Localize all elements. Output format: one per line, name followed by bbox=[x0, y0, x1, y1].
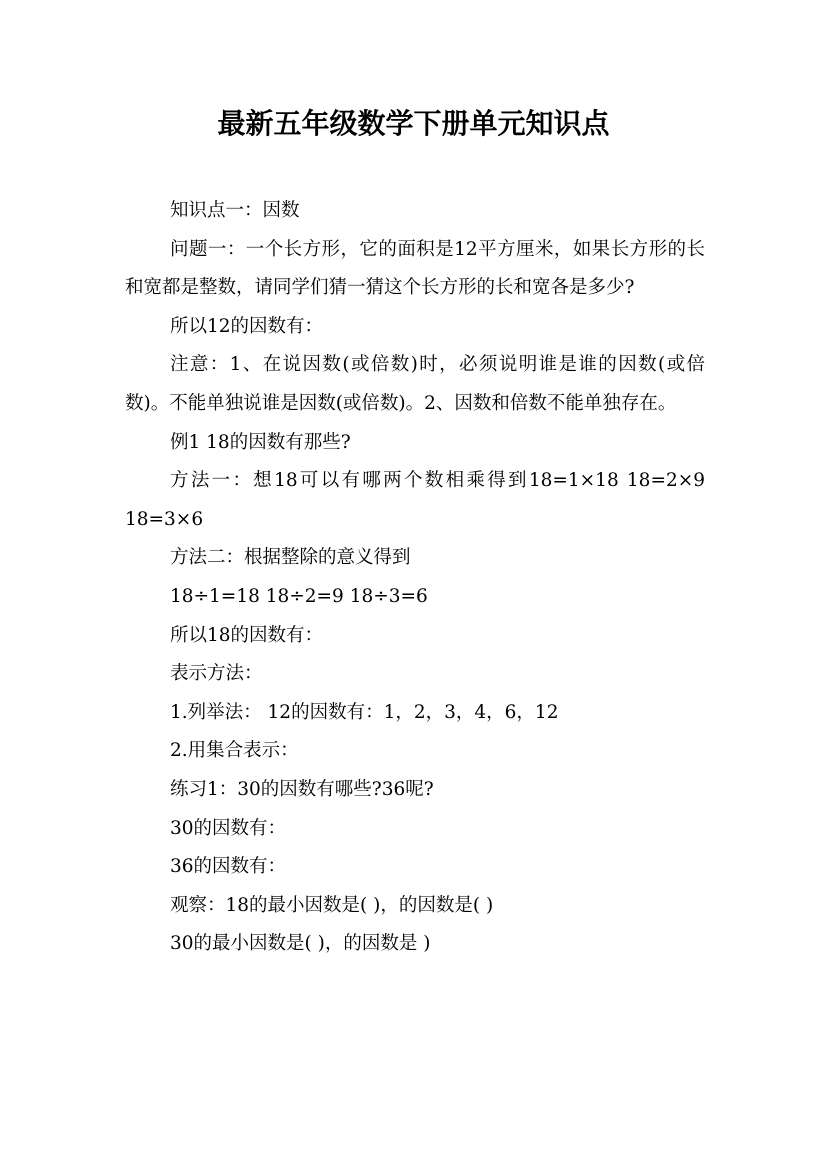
paragraph-note: 注意：1、在说因数(或倍数)时，必须说明谁是谁的因数(或倍数)。不能单独说谁是因数(或倍数)。2、因数和倍数不能单独存在。 bbox=[125, 354, 705, 414]
paragraph-factors-of-12: 所以12的因数有： bbox=[170, 315, 324, 337]
paragraph-question-1: 问题一：一个长方形，它的面积是12平方厘米，如果长方形的长和宽都是整数，请同学们猜一猜这个长方形的长和宽各是多少? bbox=[125, 238, 705, 299]
paragraph-example-1: 例1 18的因数有那些? bbox=[170, 431, 351, 453]
paragraph-method-1: 方法一：想18可以有哪两个数相乘得到18=1×18 18=2×9 18=3×6 bbox=[125, 470, 711, 530]
paragraph-factors-of-18: 所以18的因数有： bbox=[170, 624, 324, 646]
paragraph-set-method: 2.用集合表示： bbox=[170, 740, 299, 762]
paragraph-exercise-1: 练习1：30的因数有哪些?36呢? bbox=[170, 778, 434, 800]
paragraph-observation-18: 观察：18的最小因数是( )，的因数是( ) bbox=[170, 894, 494, 916]
paragraph-listing-method: 1.列举法： 12的因数有：1，2，3，4，6，12 bbox=[170, 701, 559, 723]
paragraph-observation-30: 30的最小因数是( )，的因数是 ) bbox=[170, 933, 431, 955]
paragraph-knowledge-point-1: 知识点一：因数 bbox=[170, 200, 300, 221]
document-body bbox=[125, 192, 711, 964]
paragraph-method-2: 方法二：根据整除的意义得到 bbox=[170, 547, 411, 569]
paragraph-factors-of-30: 30的因数有： bbox=[170, 817, 287, 839]
document-title: 最新五年级数学下册单元知识点 bbox=[217, 107, 610, 140]
paragraph-division-results: 18÷1=18 18÷2=9 18÷3=6 bbox=[170, 585, 428, 607]
paragraph-factors-of-36: 36的因数有： bbox=[170, 856, 287, 878]
paragraph-representation: 表示方法： bbox=[170, 663, 263, 685]
